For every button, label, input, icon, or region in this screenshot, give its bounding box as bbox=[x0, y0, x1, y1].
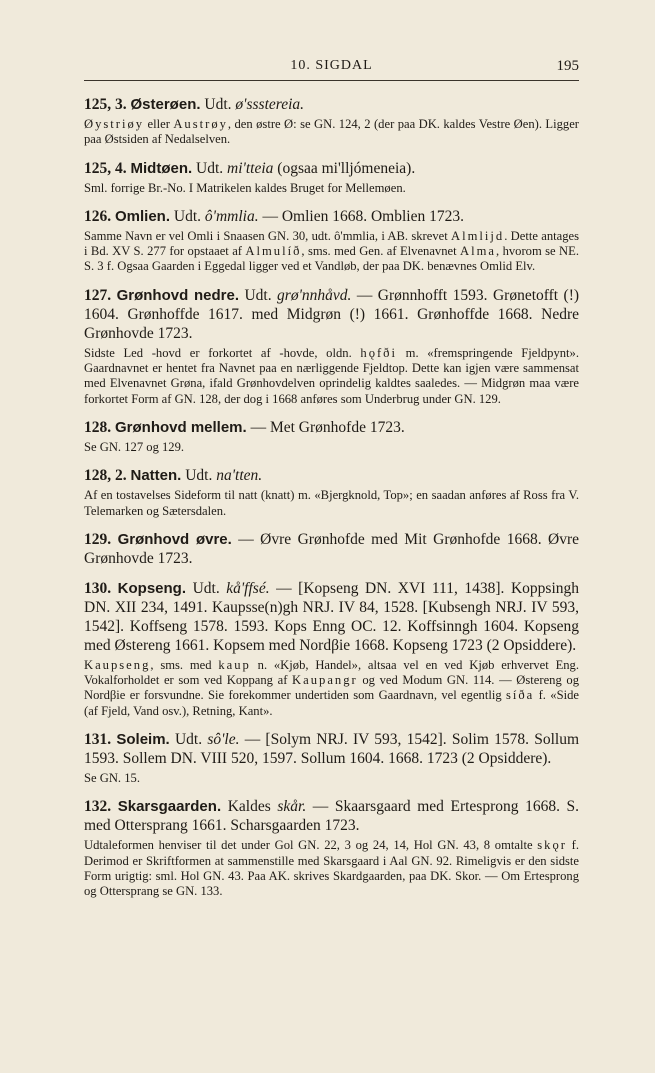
entry-commentary bbox=[84, 838, 579, 899]
commentary-text: m. «fremspringende Fjeldpynt». Gaardnavnet er hentet fra Navnet paa en nærliggende Fjeldtop. Dette kan igjen være sammensat med Elvenavnet Grøna, ifald Grønhovdelven oprindelig kaldtes saaledes. — Midgrøn maa være forkortet Form af GN. 128, der dog i 1668 anføres som Underbrug under GN. 129. bbox=[84, 345, 579, 406]
historical-forms: — Grønnhofft 1593. Grønetofft (!) 1604. Grønhoffde 1617. med Midgrøn (!) 1661. Grønhoffde 1668. Nedre Grønhovde 1723. bbox=[84, 286, 580, 342]
entry-number: 126. bbox=[84, 207, 112, 225]
pronunciation: ø'ssstereia. bbox=[235, 96, 305, 113]
entry-commentary bbox=[84, 771, 579, 786]
farm-name: Grønhovd mellem. bbox=[115, 418, 247, 436]
farm-name: Soleim. bbox=[116, 731, 170, 749]
spaced-term: Austrøy bbox=[173, 117, 228, 131]
historical-forms: — Skaarsgaard med Ertesprong 1668. S. med Ottersprang 1661. Scharsgaarden 1723. bbox=[84, 798, 580, 835]
historical-forms: (ogsaa mi'lljómeneia). bbox=[273, 159, 416, 177]
farm-entry bbox=[84, 207, 579, 275]
farm-entry bbox=[84, 579, 579, 719]
pronunciation: grø'nnhåvd. bbox=[277, 286, 352, 304]
entry-heading bbox=[84, 730, 579, 768]
pronunciation-label: Kaldes bbox=[227, 798, 271, 816]
chapter-title: 10. SIGDAL bbox=[290, 58, 373, 73]
entry-commentary bbox=[84, 229, 579, 275]
spaced-term: Øystriøy bbox=[84, 117, 145, 131]
spaced-term: kaup bbox=[218, 657, 251, 672]
farm-entry bbox=[84, 418, 579, 455]
farm-name: Grønhovd nedre. bbox=[116, 286, 239, 304]
pronunciation: ô'mmlia. bbox=[204, 207, 259, 225]
entry-heading bbox=[84, 797, 579, 835]
farm-entry bbox=[84, 286, 579, 407]
pronunciation: kå'ffsé. bbox=[226, 579, 270, 597]
commentary-text: , sms. med bbox=[150, 657, 219, 672]
historical-forms: — [Kopseng DN. XVI 111, 1438]. Koppsingh DN. XII 234, 1491. Kaupsse(n)gh NRJ. IV 84, 1528. [Kubsengh NRJ. IV 593, 1542]. Koffseng 1578. 1593. Kops Enng OC. 12. Koffsinngh 1604. Kopseng med Østereng 1661. Kopsem med Nordβie 1668. Kopseng 1723 (2 Opsiddere). bbox=[84, 579, 580, 654]
historical-forms: — Omlien 1668. Omblien 1723. bbox=[258, 207, 464, 225]
commentary-text: f. Derimod er Skriftformen at sammenstille med Skarsgaard i Aal GN. 92. Rimeligvis er den sidste Form urigtig: sml. Hol GN. 43. Paa AK. skrives Skardgaarden, paa DK. Skor. — Om Ertesprong og Ottersprang se GN. 133. bbox=[84, 838, 580, 899]
historical-forms: — Met Grønhofde 1723. bbox=[246, 418, 405, 436]
entry-number: 125, 4. bbox=[84, 159, 127, 177]
farm-name: Omlien. bbox=[115, 207, 171, 225]
entry-heading bbox=[84, 530, 579, 568]
pronunciation-label: Udt. bbox=[244, 286, 272, 304]
commentary-text: eller bbox=[144, 117, 174, 131]
farm-entry bbox=[84, 95, 579, 148]
entry-number: 128. bbox=[84, 418, 112, 436]
commentary-text: , den østre Ø: se GN. 124, 2 (der paa DK. kaldes Vestre Øen). Ligger paa Østsiden af Nedalselven. bbox=[84, 117, 580, 147]
commentary-text: Se GN. 15. bbox=[84, 771, 140, 786]
pronunciation-label: Udt. bbox=[185, 467, 213, 485]
farm-entry bbox=[84, 530, 579, 568]
historical-forms: — Øvre Grønhofde med Mit Grønhofde 1668. Øvre Grønhovde 1723. bbox=[84, 530, 580, 567]
pronunciation-label: Udt. bbox=[174, 731, 203, 749]
entry-number: 132. bbox=[84, 798, 112, 816]
entry-heading bbox=[84, 466, 579, 485]
page-number: 195 bbox=[556, 58, 579, 74]
pronunciation: sô'le. bbox=[207, 731, 240, 749]
pronunciation: mi'tteia bbox=[227, 159, 274, 177]
farm-name: Midtøen. bbox=[130, 159, 193, 177]
commentary-text: og ved Modum GN. 114. — Østereng og Nordβie er forsvundne. Sie forekommer undertiden som Gaardnavn, vel egentlig bbox=[84, 673, 579, 703]
farm-name: Skarsgaarden. bbox=[117, 798, 222, 816]
pronunciation: skår. bbox=[277, 798, 307, 816]
pronunciation-label: Udt. bbox=[204, 96, 232, 113]
commentary-text: Sml. forrige Br.-No. I Matrikelen kaldes Bruget for Mellemøen. bbox=[84, 180, 406, 195]
entry-commentary bbox=[84, 488, 579, 519]
farm-entry bbox=[84, 797, 579, 899]
entry-number: 129. bbox=[84, 530, 112, 548]
spaced-term: Almulíð bbox=[245, 244, 302, 259]
commentary-text: , sms. med Gen. af Elvenavnet bbox=[301, 244, 461, 259]
pronunciation: na'tten. bbox=[216, 467, 263, 485]
spaced-term: Kaupangr bbox=[292, 673, 358, 688]
entry-commentary bbox=[84, 117, 579, 148]
pronunciation-label: Udt. bbox=[173, 207, 202, 225]
entry-number: 127. bbox=[84, 286, 112, 304]
entries-list bbox=[84, 95, 579, 911]
entry-commentary bbox=[84, 658, 579, 719]
farm-entry bbox=[84, 730, 579, 786]
commentary-text: Udtaleformen henviser til det under Gol GN. 22, 3 og 24, 14, Hol GN. 43, 8 omtalte bbox=[84, 838, 538, 853]
pronunciation-label: Udt. bbox=[192, 579, 220, 597]
farm-name: Grønhovd øvre. bbox=[117, 530, 232, 548]
entry-commentary bbox=[84, 346, 579, 407]
spaced-term: síða bbox=[505, 688, 535, 703]
entry-heading bbox=[84, 579, 579, 655]
commentary-text: Af en tostavelses Sideform til natt (knatt) m. «Bjergknold, Top»; en saadan anføres af Ross fra V. Telemarken og Sætersdalen. bbox=[84, 488, 579, 518]
commentary-text: Samme Navn er vel Omli i Snaasen GN. 30, udt. ô'mmlia, i AB. skrevet bbox=[84, 228, 452, 243]
entry-heading bbox=[84, 95, 579, 114]
commentary-text: Se GN. 127 og 129. bbox=[84, 439, 185, 454]
historical-forms: — [Solym NRJ. IV 593, 1542]. Solim 1578. Sollum 1593. Sollem DN. VIII 520, 1597. Sollum 1604. 1668. 1723 (2 Opsiddere). bbox=[84, 731, 580, 768]
spaced-term: Alma bbox=[460, 244, 496, 259]
farm-entry bbox=[84, 159, 579, 196]
farm-name: Østerøen. bbox=[130, 96, 201, 113]
commentary-text: Sidste Led -hovd er forkortet af -hovde, oldn. bbox=[84, 345, 361, 360]
entry-number: 128, 2. bbox=[84, 467, 127, 485]
commentary-text: f. «Side (af Fjeld, Vand osv.), Retning, Kant». bbox=[84, 688, 579, 718]
commentary-text: . Dette antages i Bd. XV S. 277 for opstaaet af bbox=[84, 228, 579, 259]
entry-number: 130. bbox=[84, 579, 112, 597]
farm-entry bbox=[84, 466, 579, 519]
entry-heading bbox=[84, 159, 579, 178]
farm-name: Natten. bbox=[130, 467, 182, 485]
farm-name: Kopseng. bbox=[117, 579, 187, 597]
entry-number: 131. bbox=[84, 731, 112, 749]
running-header bbox=[84, 56, 579, 81]
commentary-text: n. «Kjøb, Handel», altsaa vel en ved Kjøb erhvervet Eng. Vokalforholdet er som ved Koppang af bbox=[84, 657, 580, 688]
entry-commentary bbox=[84, 440, 579, 455]
commentary-text: , hvorom se NE. S. 3 f. Ogsaa Gaarden i Eggedal ligger ved et Vandløb, der paa DK. benævnes Omlid Elv. bbox=[84, 244, 579, 274]
spaced-term: Kaupseng bbox=[84, 657, 151, 672]
entry-number: 125, 3. bbox=[84, 96, 127, 113]
spaced-term: Almlijd bbox=[451, 228, 505, 243]
spaced-term: hǫfði bbox=[360, 345, 397, 360]
entry-heading bbox=[84, 418, 579, 437]
entry-commentary bbox=[84, 181, 579, 196]
pronunciation-label: Udt. bbox=[196, 159, 224, 177]
entry-heading bbox=[84, 286, 579, 343]
spaced-term: skǫr bbox=[537, 838, 567, 853]
entry-heading bbox=[84, 207, 579, 226]
